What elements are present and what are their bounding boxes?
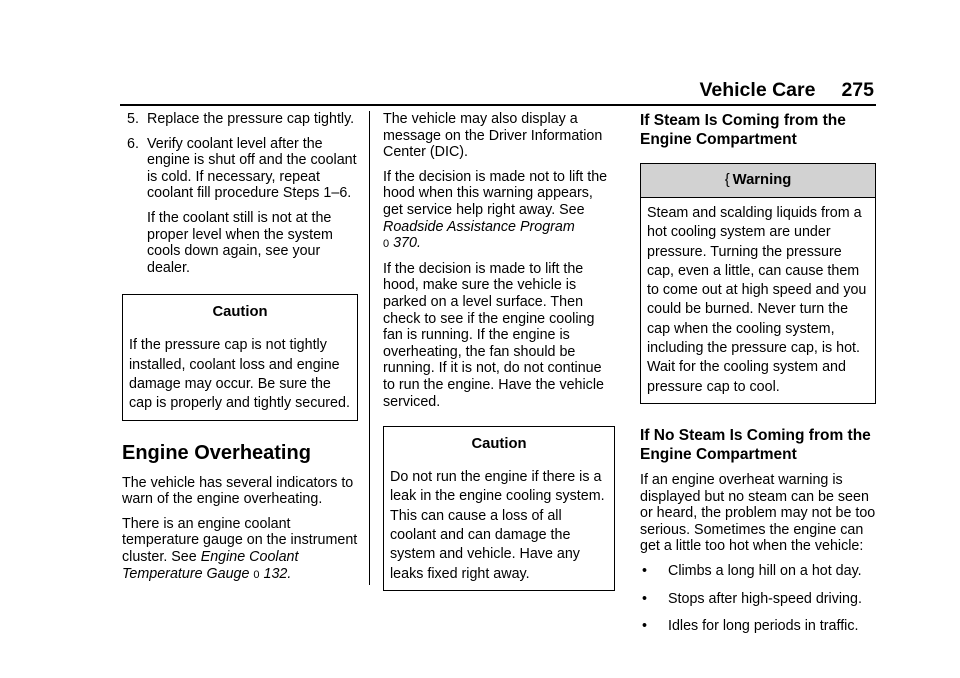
paragraph: The vehicle has several indicators to warn of the engine overheating.: [122, 474, 354, 508]
caution-title: Caution: [212, 304, 268, 321]
section-heading-engine-overheating: Engine Overheating: [122, 441, 311, 464]
warning-icon: {: [724, 172, 730, 188]
caution-text: Do not run the engine if there is a leak in the engine cooling system. This can cause a loss of all coolant and can damage the system and vehicle. Have any leaks fixed right away.: [390, 469, 605, 582]
subheading-steam: If Steam Is Coming from the Engine Compartment: [640, 112, 846, 148]
page-ref-icon: 0: [383, 238, 390, 251]
bullet-icon: •: [642, 562, 648, 579]
step-5: [122, 111, 358, 128]
step-number: 5.: [127, 111, 139, 127]
paragraph: There is an engine coolant temperature gauge on the instrument cluster. See Engine Coolant Temperature Gauge 0 132.: [122, 515, 358, 582]
xref-page[interactable]: 370: [393, 235, 417, 252]
column-divider: [369, 111, 370, 585]
xref-page[interactable]: 132: [263, 565, 288, 582]
column-1: [122, 111, 358, 591]
paragraph: If the decision is made to lift the hood, make sure the vehicle is parked on a level surface. Then check to see if the engine cooling fan is running. If the engine is overheating, the fan should be running. If it is not, do not continue to run the engine. Have the vehicle serviced.: [383, 260, 604, 410]
column-2: [383, 111, 615, 591]
list-item: • Stops after high-speed driving.: [642, 590, 862, 607]
column-3: [640, 111, 876, 646]
page-number: 275: [841, 79, 874, 101]
warning-text: Steam and scalding liquids from a hot cooling system are under pressure. Turning the pressure cap, even a little, can cause them to come out at high speed and you could be burned. Never turn the cap when the cooling system, including the pressure cap, is hot. Wait for the cooling system and pressure cap to cool.: [647, 205, 867, 395]
step-text: If the coolant still is not at the proper level when the system cools down again, see your dealer.: [147, 209, 333, 276]
section-title: Vehicle Care: [699, 79, 816, 101]
xref-roadside-assistance[interactable]: Roadside Assistance Program: [383, 218, 575, 235]
paragraph: If the decision is made not to lift the hood when this warning appears, get service help right away. See Roadside Assistance Program 0 370.: [383, 168, 608, 252]
bullet-icon: •: [642, 618, 648, 635]
warning-box: [640, 163, 876, 404]
list-item: • Climbs a long hill on a hot day.: [642, 562, 862, 579]
caution-title: Caution: [471, 436, 527, 453]
header-rule: [120, 104, 876, 106]
list-item: • Idles for long periods in traffic.: [642, 618, 859, 635]
paragraph: The vehicle may also display a message on the Driver Information Center (DIC).: [383, 111, 603, 161]
subheading-no-steam: If No Steam Is Coming from the Engine Compartment: [640, 426, 871, 463]
xref-coolant-gauge[interactable]: Engine Coolant Temperature Gauge: [122, 548, 299, 582]
paragraph: If an engine overheat warning is displayed but no steam can be seen or heard, the problem may not be too serious. Sometimes the engine can get a little too hot when the vehicle:: [640, 471, 876, 555]
bullet-icon: •: [642, 590, 648, 607]
page-ref-icon: 0: [253, 568, 260, 581]
warning-title: { Warning: [641, 164, 875, 198]
step-text: Verify coolant level after the engine is shut off and the coolant is cold. If necessary, repeat coolant fill procedure Steps 1–6.: [147, 135, 357, 202]
step-6: [122, 136, 358, 277]
step-text: Replace the pressure cap tightly.: [147, 111, 355, 127]
caution-box-pressure-cap: [122, 294, 358, 420]
page-header: [699, 78, 874, 102]
step-number: 6.: [127, 135, 139, 152]
caution-text: If the pressure cap is not tightly installed, coolant loss and engine damage may occur. Be sure the cap is properly and tightly secured.: [129, 337, 350, 412]
caution-box-leak: [383, 426, 615, 591]
